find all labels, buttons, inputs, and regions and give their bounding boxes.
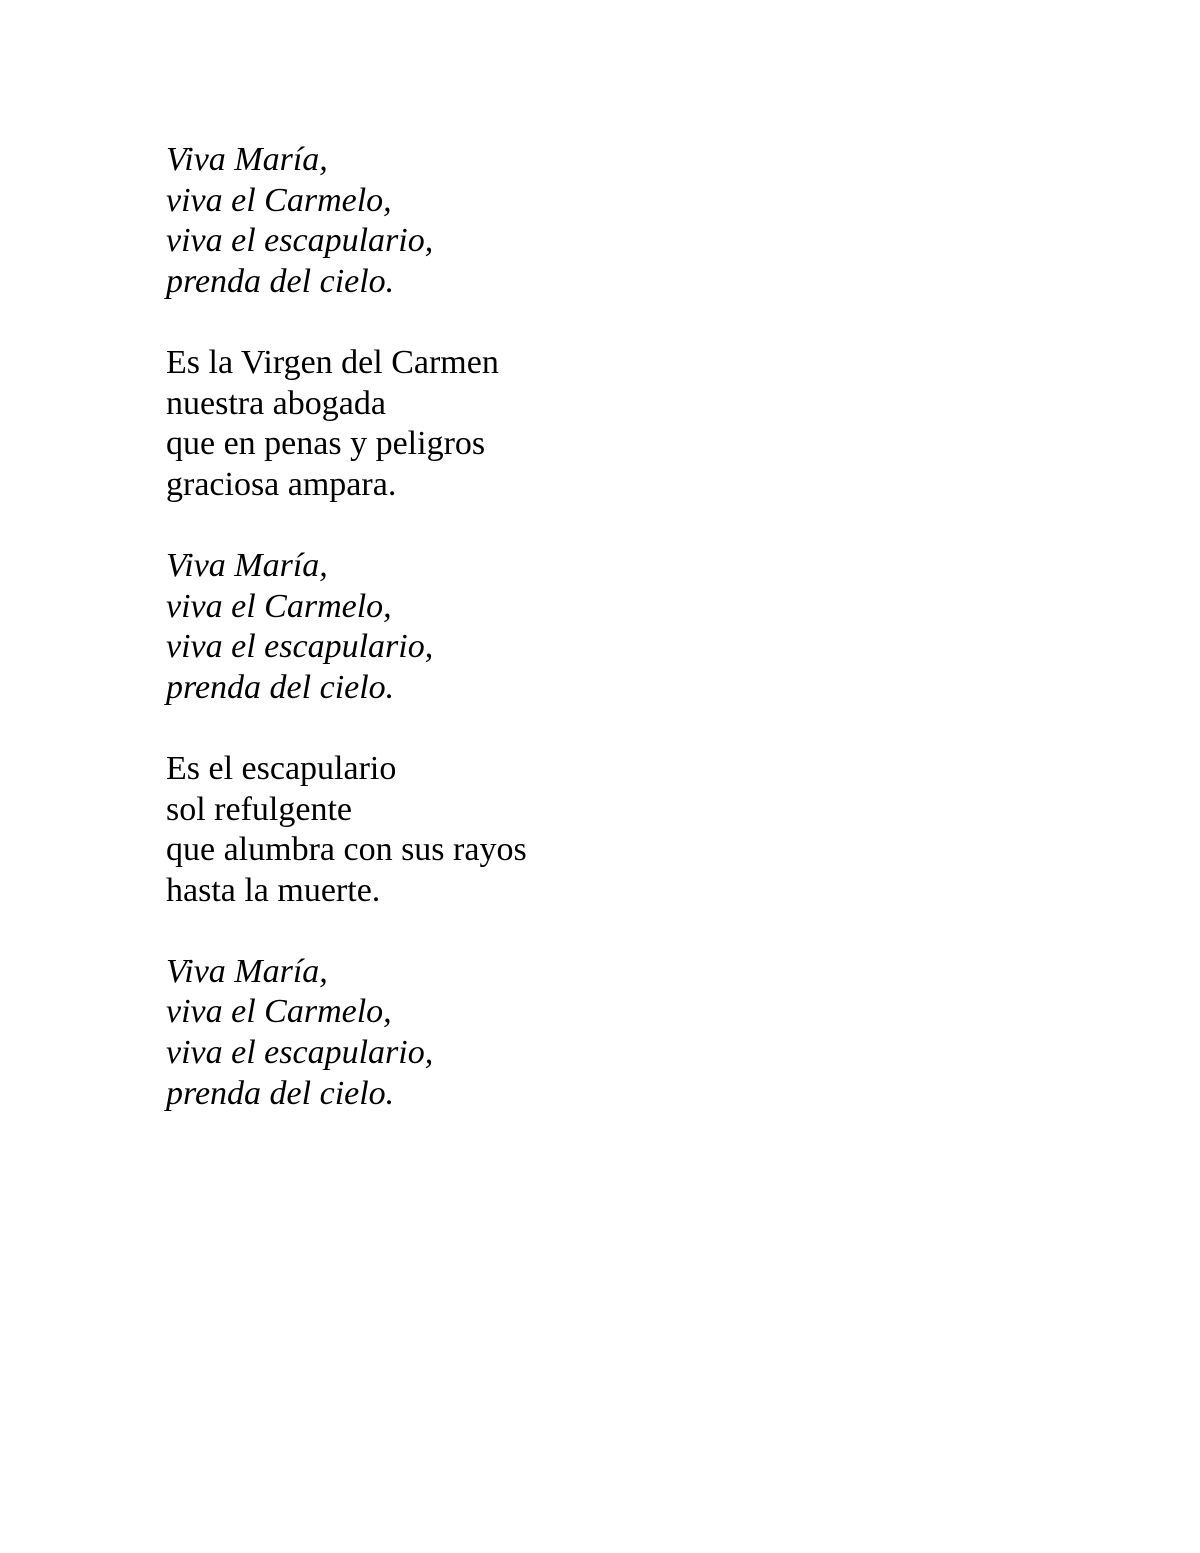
chorus-stanza-2 [166,546,527,708]
poem-line: Es la Virgen del Carmen [166,343,499,381]
poem-line: Viva María, [166,141,328,178]
poem-line: viva el escapulario, [166,1034,434,1072]
poem-line: prenda del cielo. [166,262,395,300]
poem [166,140,527,1155]
poem-line: viva el Carmelo, [166,587,392,625]
poem-line: que alumbra con sus rayos [166,831,527,869]
poem-line: viva el Carmelo, [166,993,392,1031]
poem-line: hasta la muerte. [166,871,381,909]
poem-line: Viva María, [166,546,328,584]
poem-line: graciosa ampara. [166,465,397,503]
chorus-stanza-3 [166,952,527,1114]
verse-stanza-2 [166,749,527,911]
chorus-stanza-1 [166,140,527,302]
poem-line: prenda del cielo. [166,1074,395,1112]
poem-line: nuestra abogada [166,384,386,422]
poem-line: viva el escapulario, [166,628,434,666]
poem-line: sol refulgente [166,790,352,828]
poem-line: viva el escapulario, [166,222,434,260]
verse-stanza-1 [166,343,527,505]
poem-line: que en penas y peligros [166,425,486,463]
poem-line: viva el Carmelo, [166,181,392,219]
poem-line: Viva María, [166,952,328,990]
poem-line: prenda del cielo. [166,668,395,706]
poem-line: Es el escapulario [166,749,397,787]
